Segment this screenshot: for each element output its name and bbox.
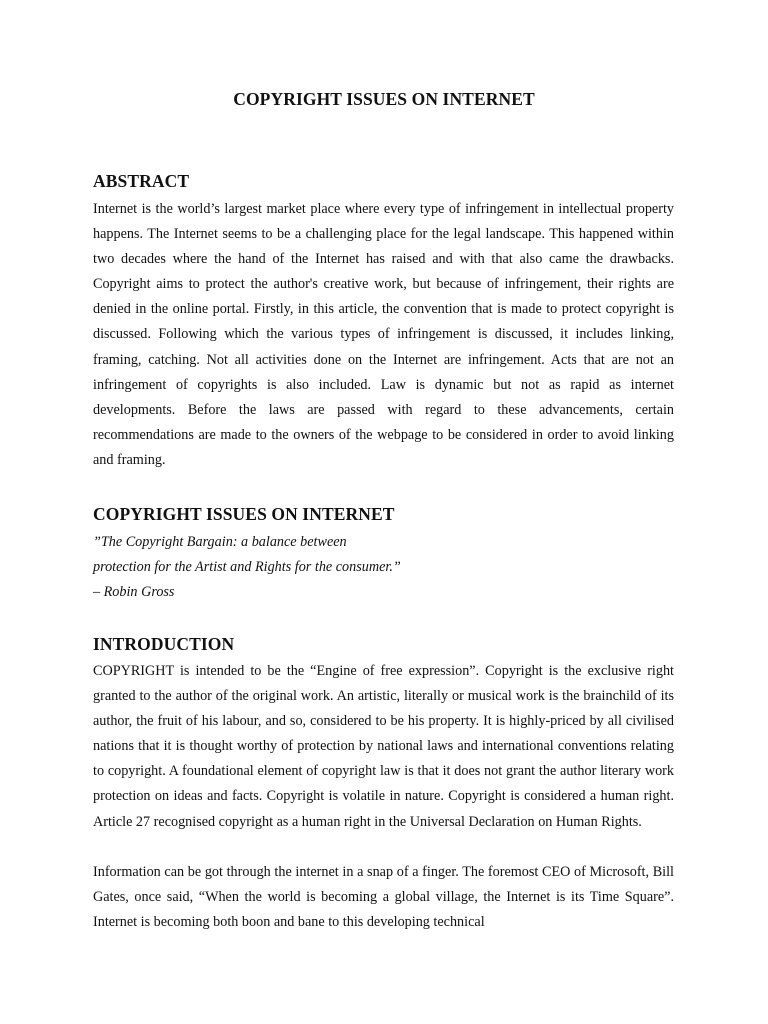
issues-heading: COPYRIGHT ISSUES ON INTERNET	[93, 504, 395, 524]
epigraph-quote	[93, 530, 674, 605]
abstract-heading: ABSTRACT	[93, 171, 190, 191]
abstract-paragraph: Internet is the world’s largest market place where every type of infringement in intellectual property happens. The Internet seems to be a challenging place for the legal landscape. This happened within two decades where the hand of the Internet has raised and with that also came the drawbacks. Copyright aims to protect the author's creative work, but because of infringement, their rights are denied in the online portal. Firstly, in this article, the convention that is made to protect copyright is discussed. Following which the various types of infringement is discussed, it includes linking, framing, catching. Not all activities done on the Internet are infringement. Acts that are not an infringement of copyrights is also included. Law is dynamic but not as rapid as internet developments. Before the laws are passed with regard to these advancements, certain recommendations are made to the owners of the webpage to be considered in order to avoid linking and framing.	[93, 201, 674, 468]
introduction-paragraph-2: Information can be got through the internet in a snap of a finger. The foremost CEO of Microsoft, Bill Gates, once said, “When the world is becoming a global village, the Internet is its Time Square”. Internet is becoming both boon and bane to this developing technical	[93, 864, 674, 931]
introduction-paragraph-1: COPYRIGHT is intended to be the “Engine of free expression”. Copyright is the exclusive right granted to the author of the original work. An artistic, literally or musical work is the brainchild of its author, the fruit of his labour, and so, considered to be his property. It is highly-priced by all civilised nations that it is thought worthy of protection by national laws and international conventions relating to copyright. A foundational element of copyright law is that it does not grant the author literary work protection on ideas and facts. Copyright is volatile in nature. Copyright is considered a human right. Article 27 recognised copyright as a human right in the Universal Declaration on Human Rights.	[93, 663, 674, 830]
quote-line-1: ”The Copyright Bargain: a balance between	[93, 534, 347, 550]
quote-line-2: protection for the Artist and Rights for the consumer.”	[93, 559, 401, 576]
document-title: COPYRIGHT ISSUES ON INTERNET	[233, 89, 535, 109]
introduction-heading: INTRODUCTION	[93, 634, 235, 654]
quote-author: – Robin Gross	[93, 584, 175, 601]
